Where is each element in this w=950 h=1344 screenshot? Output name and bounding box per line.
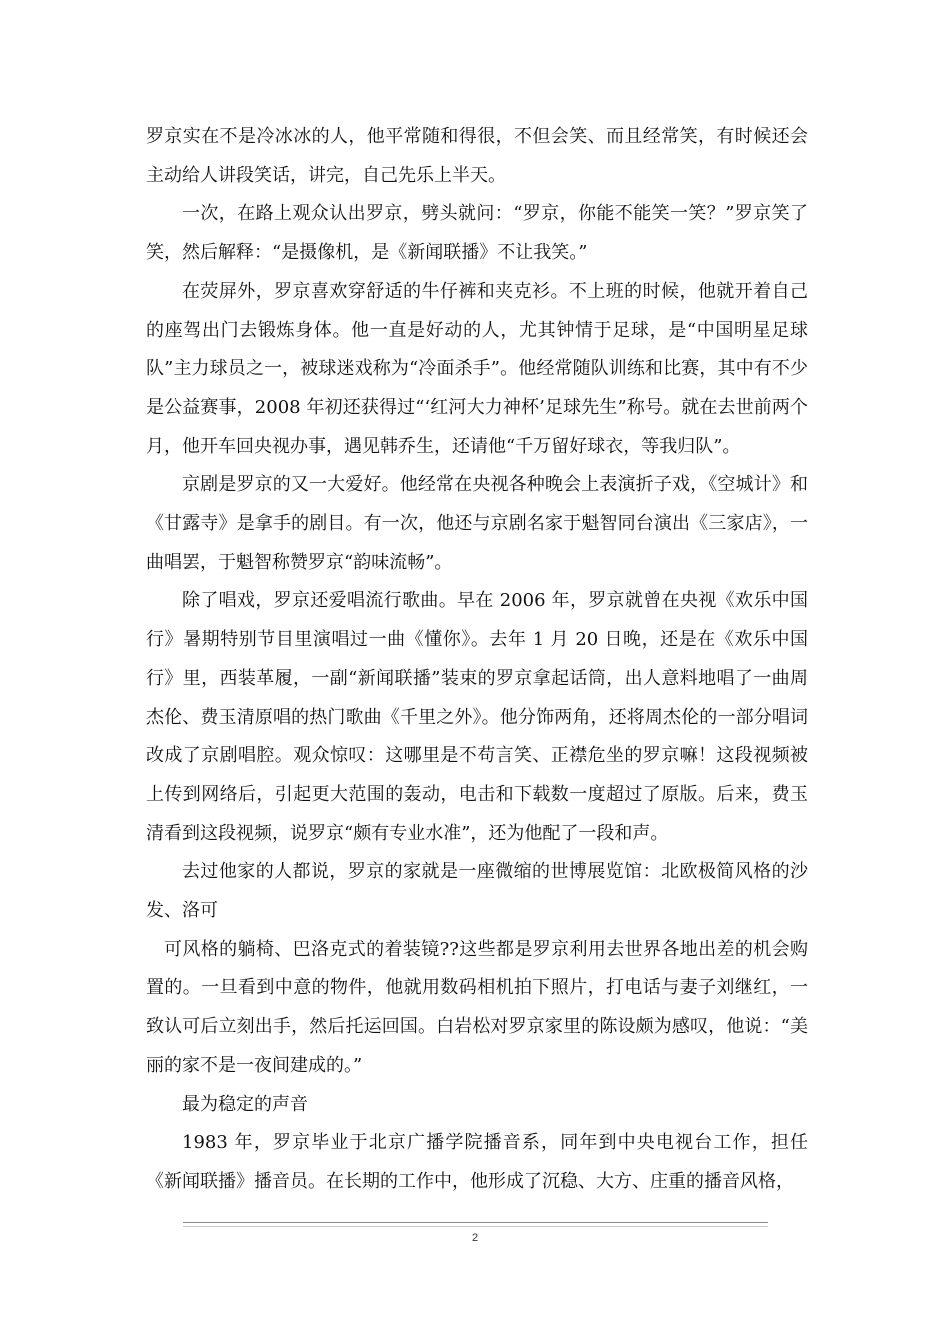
paragraph: 罗京实在不是冷冰冰的人，他平常随和得很，不但会笑、而且经常笑，有时候还会主动给人讲段笑话，讲完，自己先乐上半天。 xyxy=(146,126,808,186)
section-heading: 最为稳定的声音 xyxy=(182,1093,308,1115)
paragraph: 除了唱戏，罗京还爱唱流行歌曲。早在 2006 年，罗京就曾在央视《欢乐中国行》暑期特别节目里演唱过一曲《懂你》。去年 1 月 20 日晚，还是在《欢乐中国行》里，西装革履，一副“新闻联播”装束的罗京拿起话筒，出人意料地唱了一曲周杰伦、费玉清原唱的热门歌曲《千里之外》。他分饰两角，还将周杰伦的一部分唱词改成了京剧唱腔。观众惊叹：这哪里是不苟言笑、正襟危坐的罗京嘛！这段视频被上传到网络后，引起更大范围的轰动，电击和下载数一度超过了原版。后来，费玉清看到这段视频，说罗京“颇有专业水准”，还为他配了一段和声。 xyxy=(146,590,808,844)
paragraph: 去过他家的人都说，罗京的家就是一座微缩的世博展览馆：北欧极简风格的沙发、洛可 xyxy=(146,861,808,922)
page-number: 2 xyxy=(471,1232,479,1244)
footer-divider xyxy=(183,1222,768,1227)
paragraph: 可风格的躺椅、巴洛克式的着装镜??这些都是罗京利用去世界各地出差的机会购置的。一旦看到中意的物件，他就用数码相机拍下照片，打电话与妻子刘继红，一致认可后立刻出手，然后托运回国。白岩松对罗京家里的陈设颇为感叹，他说：“美丽的家不是一夜间建成的。” xyxy=(146,938,808,1076)
paragraph: 一次，在路上观众认出罗京，劈头就问：“罗京，你能不能笑一笑？”罗京笑了笑，然后解释：“是摄像机，是《新闻联播》不让我笑。” xyxy=(146,203,808,264)
paragraph: 1983 年，罗京毕业于北京广播学院播音系，同年到中央电视台工作，担任《新闻联播》播音员。在长期的工作中，他形成了沉稳、大方、庄重的播音风格， xyxy=(146,1132,808,1192)
paragraph: 京剧是罗京的又一大爱好。他经常在央视各种晚会上表演折子戏，《空城计》和《甘露寺》是拿手的剧目。有一次，他还与京剧名家于魁智同台演出《三家店》，一曲唱罢，于魁智称赞罗京“韵味流畅”。 xyxy=(146,474,808,573)
paragraph: 在荧屏外，罗京喜欢穿舒适的牛仔裤和夹克衫。不上班的时候，他就开着自己的座驾出门去锻炼身体。他一直是好动的人，尤其钟情于足球，是“中国明星足球队”主力球员之一，被球迷戏称为“冷面杀手”。他经常随队训练和比赛，其中有不少是公益赛事，2008 年初还获得过“‘红河大力神杯’足球先生”称号。就在去世前两个月，他开车回央视办事，遇见韩乔生，还请他“千万留好球衣，等我归队”。 xyxy=(146,280,808,457)
body-text xyxy=(146,118,808,1202)
